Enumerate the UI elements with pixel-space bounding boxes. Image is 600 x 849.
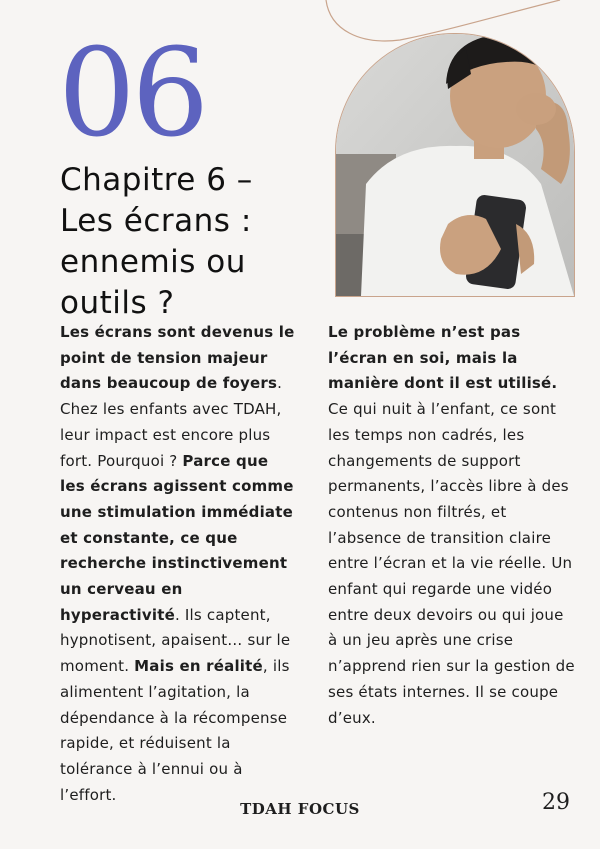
page-number: 29 <box>542 790 570 815</box>
text-run: Le problème n’est pas l’écran en soi, mais la manière dont il est utilisé. <box>328 323 558 393</box>
text-run: Mais en réalité <box>134 657 263 676</box>
boy-with-phone-illustration <box>336 34 574 296</box>
left-text-column <box>60 320 296 808</box>
left-paragraph <box>60 320 296 808</box>
right-paragraph <box>328 320 576 731</box>
footer-brand: TDAH FOCUS <box>240 800 360 818</box>
text-run: . Ils captent, hypnotisent, apaisent… sur le moment. <box>60 605 291 676</box>
text-run: Les écrans sont devenus le point de tension majeur dans beaucoup de foyers <box>60 323 295 393</box>
text-run: . Chez les enfants avec TDAH, leur impact est encore plus fort. Pourquoi ? <box>60 374 283 470</box>
right-text-column <box>328 320 576 731</box>
text-run: Parce que les écrans agissent comme une stimulation immédiate et constante, ce que recherche instinctivement un cerveau en hyperactivité <box>60 451 294 624</box>
chapter-title: Chapitre 6 – Les écrans : ennemis ou outils ? <box>60 162 253 321</box>
text-run: , ils alimentent l’agitation, la dépendance à la récompense rapide, et réduisent la tolérance à l’ennui ou à l’effort. <box>60 657 290 804</box>
text-run: Ce qui nuit à l’enfant, ce sont les temps non cadrés, les changements de support permanents, l’accès libre à des contenus non filtrés, et l’absence de transition claire entre l’écran et la vie réelle. Un enfant qui regarde une vidéo entre deux devoirs ou qui joue à un jeu après une crise n’apprend rien sur la gestion de ses états internes. Il se coupe d’eux. <box>328 400 575 727</box>
chapter-number: 06 <box>58 22 206 164</box>
chapter-photo <box>335 33 575 297</box>
